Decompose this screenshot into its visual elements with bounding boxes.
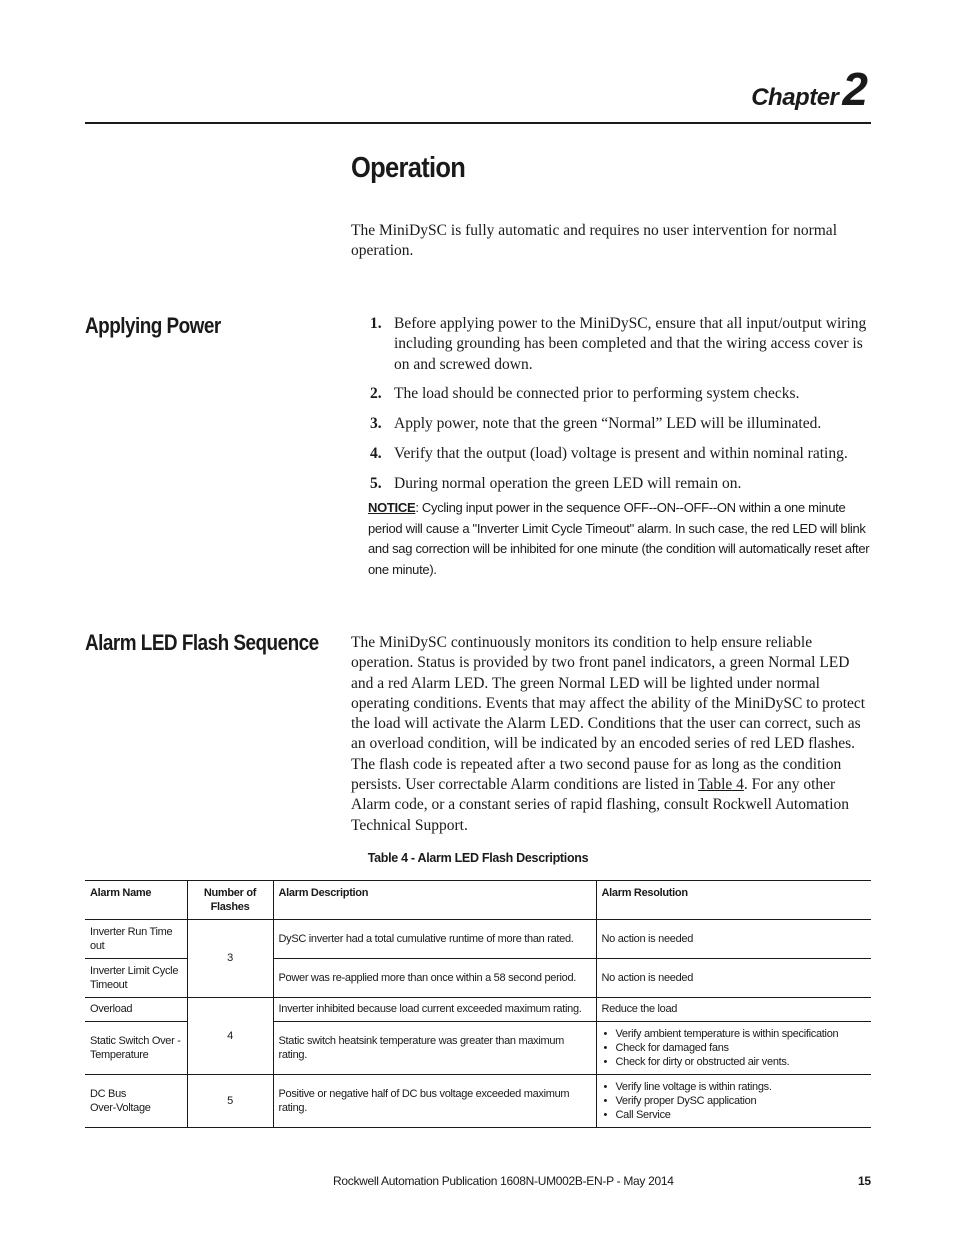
cell-alarm-name: Inverter Limit Cycle Timeout [85,959,187,998]
cell-flashes: 4 [187,998,273,1075]
cell-resolution [596,1075,871,1128]
cell-description: Power was re-applied more than once within a 58 second period. [273,959,596,998]
alarm-name-line1: DC Bus [90,1087,127,1100]
list-item [369,384,871,404]
list-item: • Verify ambient temperature is within specification [602,1027,867,1041]
list-item [369,314,871,375]
cell-resolution: No action is needed [596,959,871,998]
header-alarm-description: Alarm Description [273,881,596,920]
header-alarm-resolution: Alarm Resolution [596,881,871,920]
header-flashes-line2: Flashes [210,901,250,914]
section-heading-applying-power: Applying Power [85,313,221,338]
step-text: Apply power, note that the green “Normal” LED will be illuminated. [394,415,822,433]
page-number: 15 [858,1174,871,1188]
applying-power-steps [369,314,871,504]
chapter-word: Chapter [751,84,839,111]
cell-description: Static switch heatsink temperature was greater than maximum rating. [273,1022,596,1075]
step-text: During normal operation the green LED will remain on. [394,474,742,492]
resolution-list [602,1080,867,1123]
resolution-list [602,1027,867,1070]
table-row [85,920,871,959]
chapter-number: 2 [842,63,868,115]
chapter-rule [85,122,871,124]
step-number: 5. [370,474,382,492]
publication-info: Rockwell Automation Publication 1608N-UM002B-EN-P - May 2014 [333,1174,674,1188]
step-number: 4. [370,444,382,462]
table-caption: Table 4 - Alarm LED Flash Descriptions [367,851,589,865]
alarm-paragraph [351,633,871,836]
notice-text: : Cycling input power in the sequence OFF--ON--OFF--ON within a one minute period will cause a "Inverter Limit Cycle Timeout" alarm. In such case, the red LED will blink and sag correction will be inhibited for one minute (the condition will automatically reset after one minute). [368,500,870,578]
step-text: The load should be connected prior to performing system checks. [394,385,800,403]
section-heading-alarm-led: Alarm LED Flash Sequence [85,630,319,655]
intro-paragraph: The MiniDySC is fully automatic and requires no user intervention for normal operation. [351,222,837,260]
list-item [369,474,871,494]
list-item: • Check for dirty or obstructed air vents. [602,1055,867,1069]
list-item [369,414,871,434]
cell-resolution: Reduce the load [596,998,871,1022]
list-item: • Call Service [602,1108,867,1122]
cell-resolution: No action is needed [596,920,871,959]
notice-block [368,498,872,581]
alarm-text-after-link: . For any other Alarm code, or a constant series of rapid flashing, consult Rockwell Automation Technical Support. [351,776,850,834]
step-number: 1. [370,315,382,332]
table-4-link[interactable]: Table 4 [698,776,744,794]
table-row [85,1075,871,1128]
alarm-name-line2: Over-Voltage [90,1102,151,1114]
cell-alarm-name: Static Switch Over - Temperature [85,1022,187,1075]
step-number: 3. [370,415,382,433]
cell-description: DySC inverter had a total cumulative runtime of more than rated. [273,920,596,959]
step-text: Before applying power to the MiniDySC, ensure that all input/output wiring including grounding has been completed and that the wiring access cover is on and screwed down. [394,315,867,373]
cell-resolution [596,1022,871,1075]
chapter-label [751,62,868,116]
cell-flashes: 3 [187,920,273,998]
list-item [369,444,871,464]
header-alarm-name: Alarm Name [85,881,187,920]
page-title: Operation [351,152,466,184]
cell-description: Positive or negative half of DC bus voltage exceeded maximum rating. [273,1075,596,1128]
header-flashes-line1: Number of [203,887,257,899]
step-text: Verify that the output (load) voltage is present and within nominal rating. [394,444,848,462]
alarm-table [85,880,871,1128]
list-item: • Verify line voltage is within ratings. [602,1080,867,1094]
step-number: 2. [370,385,382,403]
cell-alarm-name [85,1075,187,1128]
list-item: • Verify proper DySC application [602,1094,867,1108]
notice-label: NOTICE [368,500,416,515]
list-item: • Check for damaged fans [602,1041,867,1055]
alarm-text-before-link: The MiniDySC continuously monitors its condition to help ensure reliable operation. Status is provided by two front panel indicators, a green Normal LED and a red Alarm LED. The green Normal LED will be lighted under normal operating conditions. Events that may affect the ability of the MiniDySC to protect the load will activate the Alarm LED. Conditions that the user can correct, such as an overload condition, will be indicated by an encoded series of red LED flashes. The flash code is repeated after a two second pause for as long as the condition persists. User correctable Alarm conditions are listed in [351,634,866,794]
cell-alarm-name: Overload [85,998,187,1022]
cell-description: Inverter inhibited because load current exceeded maximum rating. [273,998,596,1022]
header-number-of-flashes [187,881,273,920]
cell-alarm-name: Inverter Run Time out [85,920,187,959]
cell-flashes: 5 [187,1075,273,1128]
table-header-row [85,881,871,920]
table-row [85,998,871,1022]
